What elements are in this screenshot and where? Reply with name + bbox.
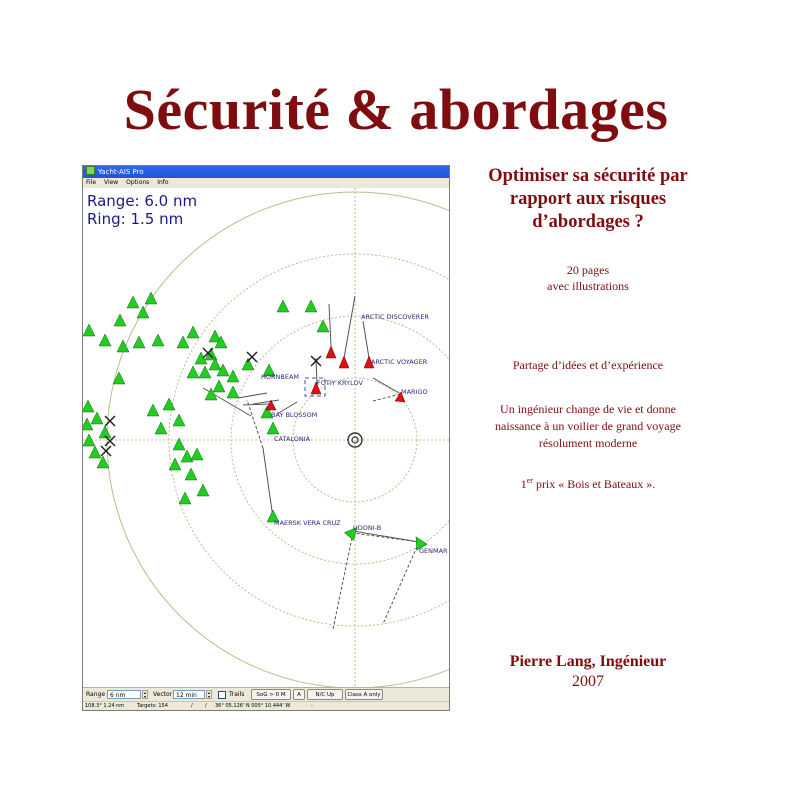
ncup-button[interactable]: N/C Up xyxy=(307,689,343,700)
subtitle-line: d’abordages ? xyxy=(532,212,644,232)
vessel-label: HORNBEAM xyxy=(261,373,300,381)
author-block xyxy=(460,652,716,692)
subtitle-line: rapport aux risques xyxy=(509,189,667,209)
class-a-button[interactable]: Class A only xyxy=(345,689,383,700)
subtitle-line: Optimiser sa sécurité par xyxy=(488,166,688,186)
status-sep: / xyxy=(191,703,193,709)
menu-options[interactable]: Options xyxy=(126,179,150,186)
pages-line: avec illustrations xyxy=(547,279,629,293)
author-name: Pierre Lang, Ingénieur xyxy=(509,653,667,670)
menu-bar xyxy=(83,178,449,188)
status-targets: Targets: 154 xyxy=(137,703,168,709)
pages-line: 20 pages xyxy=(566,263,610,277)
ingenieur-line: Un ingénieur change de vie et donne xyxy=(500,402,676,416)
ingenieur-line: résolument moderne xyxy=(538,436,638,450)
vessel-label: MAERSK VERA CRUZ xyxy=(274,519,341,527)
vessel-label: UDONI-B xyxy=(353,524,382,532)
vessel-label: GENMAR xyxy=(419,547,448,555)
ingenieur-text xyxy=(460,401,716,452)
window-title: Yacht-AIS Pro xyxy=(98,168,144,176)
prize-text xyxy=(460,473,716,492)
status-sep: / xyxy=(205,703,207,709)
status-sep: - xyxy=(311,703,313,709)
status-bar xyxy=(83,701,449,711)
vessel-label: FOTIY KRYLOV xyxy=(317,379,363,387)
range-text: Range: 6.0 nm xyxy=(87,192,198,210)
vessel-label: MARIGO xyxy=(401,388,428,396)
menu-info[interactable]: Info xyxy=(157,179,169,186)
vessel-label: ARCTIC VOYAGER xyxy=(371,358,428,366)
publication-year: 2007 xyxy=(572,673,604,690)
sog-filter-button[interactable]: SoG > 0 M xyxy=(251,689,291,700)
partage-text: Partage d’idées et d’expérience xyxy=(512,358,664,372)
ingenieur-line: naissance à un voilier de grand voyage xyxy=(495,419,681,433)
radar-display[interactable] xyxy=(83,188,449,687)
range-readout xyxy=(87,192,197,228)
app-icon xyxy=(86,166,95,175)
range-rings xyxy=(83,188,449,687)
ring-text: Ring: 1.5 nm xyxy=(87,210,184,228)
menu-file[interactable]: File xyxy=(86,179,97,186)
range-input[interactable]: 6 nm xyxy=(107,690,141,699)
trails-label: Trails xyxy=(229,691,245,698)
trails-checkbox[interactable] xyxy=(218,691,226,699)
menu-view[interactable]: View xyxy=(103,179,119,186)
prize-ordinal: er xyxy=(526,476,533,485)
target-vectors xyxy=(203,296,419,629)
range-label: Range xyxy=(86,691,106,698)
ais-targets xyxy=(83,292,427,550)
a-button[interactable]: A xyxy=(293,689,305,700)
window-titlebar xyxy=(83,166,449,178)
vessel-label: CATALONIA xyxy=(274,435,311,443)
cover-title: Sécurité & abordages xyxy=(123,77,669,142)
prize-number: 1 xyxy=(520,477,527,491)
range-spinner[interactable]: ▴ ▾ xyxy=(143,690,146,699)
vector-label: Vector xyxy=(153,691,173,698)
status-bearing: 108.3° 1.24 nm xyxy=(85,703,125,709)
vessel-label: ARCTIC DISCOVERER xyxy=(361,313,429,321)
vessel-label: BAY BLOSSOM xyxy=(271,411,318,419)
prize-rest: prix « Bois et Bateaux ». xyxy=(532,477,656,491)
vector-spinner[interactable]: ▴ ▾ xyxy=(207,690,210,699)
yacht-ais-window xyxy=(82,165,450,711)
page-count xyxy=(460,262,716,294)
cover-subtitle xyxy=(460,165,716,234)
status-position: 36° 05.126' N 005° 10.444' W xyxy=(215,703,291,709)
vector-input[interactable]: 12 min xyxy=(173,690,205,699)
bottom-toolbar xyxy=(83,687,449,702)
